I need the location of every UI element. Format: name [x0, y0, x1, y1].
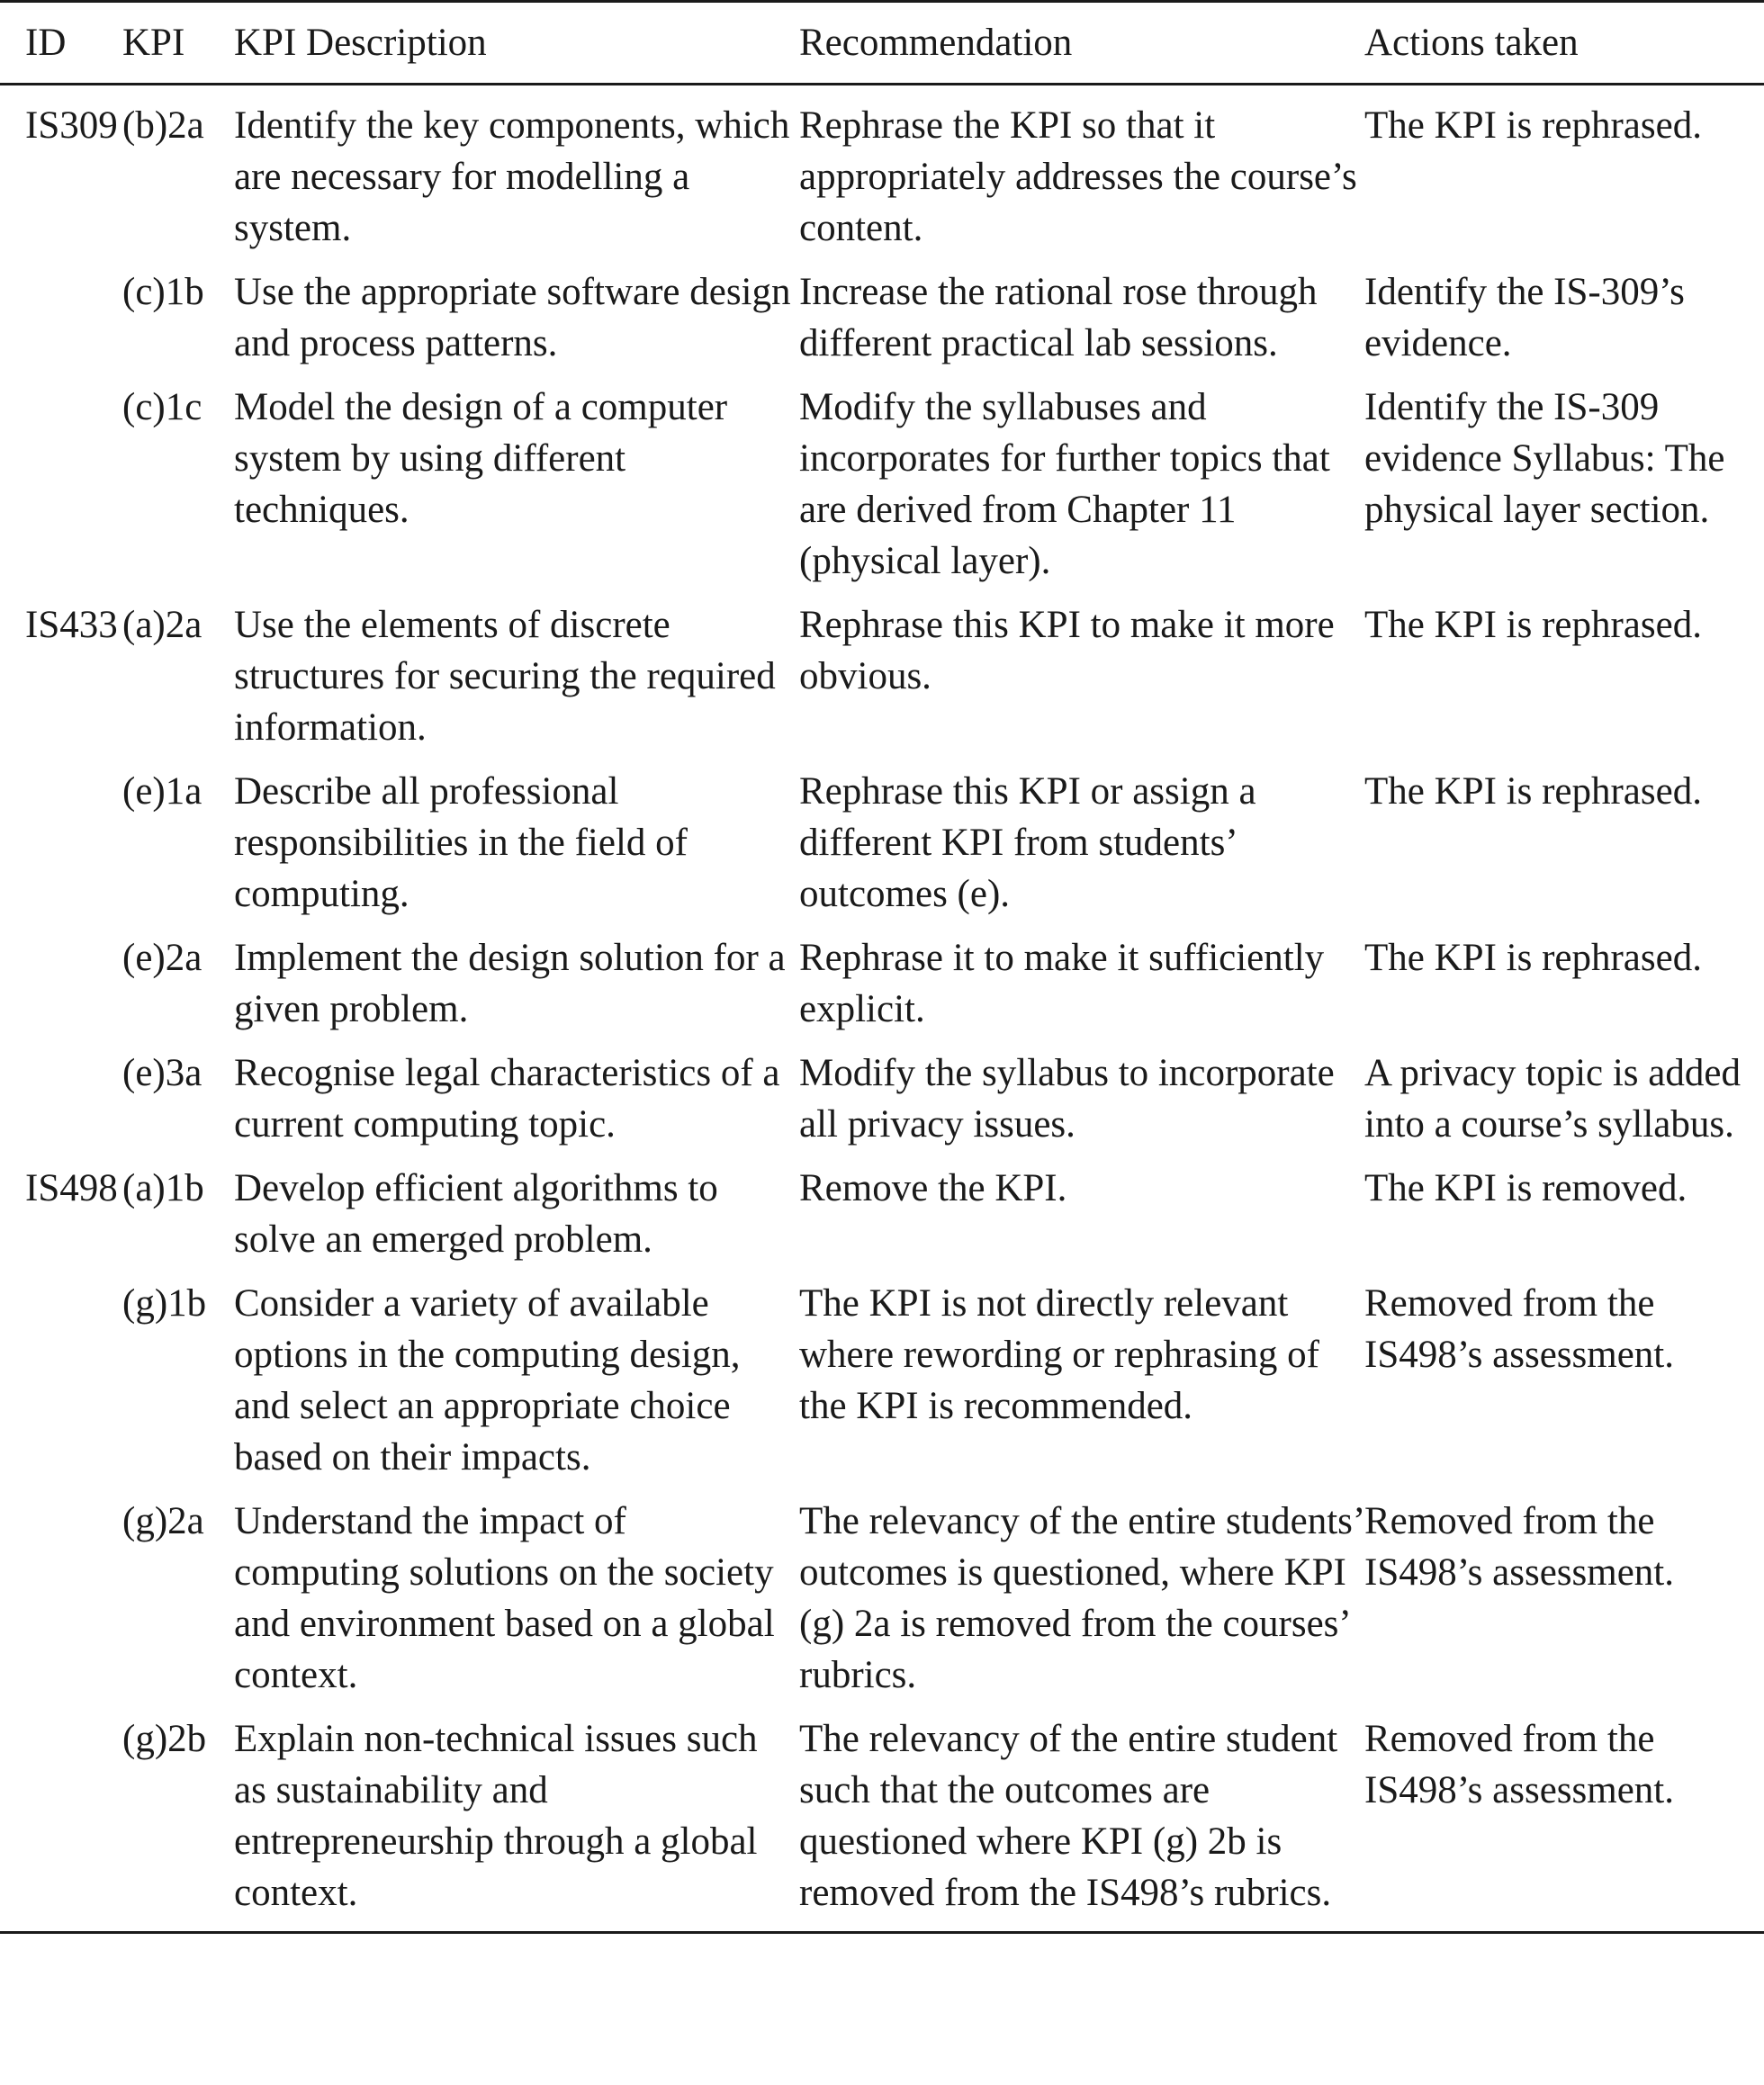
table-row [0, 932, 1764, 1047]
cell-actions-taken: Identify the IS-309 evidence Syllabus: The physical layer section. [1364, 386, 1725, 531]
cell-id [0, 766, 122, 932]
cell-kpi-description: Implement the design solution for a given problem. [234, 937, 786, 1030]
cell-kpi-description: Use the appropriate software design and process patterns. [234, 271, 791, 364]
cell-recommendation: Rephrase the KPI so that it appropriately addresses the course’s content. [799, 104, 1357, 249]
cell-recommendation: The relevancy of the entire student such that the outcomes are questioned where KPI (g) 2b is removed from the IS498’s rubrics. [799, 1718, 1338, 1914]
cell-id [0, 1713, 122, 1933]
table-row [0, 1496, 1764, 1713]
cell-actions-taken: A privacy topic is added into a course’s syllabus. [1364, 1052, 1741, 1146]
cell-recommendation: Rephrase it to make it sufficiently explicit. [799, 937, 1325, 1030]
cell-actions-taken: The KPI is rephrased. [1364, 104, 1702, 147]
cell-id: IS309 [25, 104, 118, 147]
cell-id: IS498 [25, 1167, 118, 1209]
cell-id [0, 932, 122, 1047]
cell-kpi: (c)1c [122, 386, 202, 428]
table-row [0, 85, 1764, 267]
table-header [0, 2, 1764, 85]
cell-kpi-description: Consider a variety of available options in the computing design, and select an appropriate choice based on their impacts. [234, 1282, 741, 1478]
cell-actions-taken: The KPI is removed. [1364, 1167, 1688, 1209]
table-row [0, 1163, 1764, 1278]
cell-actions-taken: The KPI is rephrased. [1364, 770, 1702, 813]
cell-kpi: (g)1b [122, 1282, 207, 1325]
header-kpi-description: KPI Description [234, 22, 487, 64]
cell-id [0, 1047, 122, 1163]
cell-kpi-description: Describe all professional responsibilities in the field of computing. [234, 770, 688, 915]
cell-kpi: (a)1b [122, 1167, 204, 1209]
header-actions-taken: Actions taken [1364, 22, 1579, 64]
cell-kpi: (e)2a [122, 937, 202, 979]
cell-id [0, 1278, 122, 1496]
cell-actions-taken: Removed from the IS498’s assessment. [1364, 1718, 1674, 1811]
cell-recommendation: The relevancy of the entire students’ outcomes is questioned, where KPI (g) 2a is removed from the courses’ rubrics. [799, 1500, 1364, 1696]
table-row [0, 599, 1764, 766]
cell-kpi: (b)2a [122, 104, 204, 147]
cell-id [0, 266, 122, 382]
header-id: ID [25, 22, 67, 64]
cell-recommendation: The KPI is not directly relevant where rewording or rephrasing of the KPI is recommended. [799, 1282, 1319, 1427]
cell-kpi-description: Explain non-technical issues such as sustainability and entrepreneurship through a global context. [234, 1718, 758, 1914]
cell-recommendation: Remove the KPI. [799, 1167, 1067, 1209]
cell-actions-taken: Removed from the IS498’s assessment. [1364, 1500, 1674, 1594]
cell-id: IS433 [25, 604, 118, 646]
cell-recommendation: Modify the syllabuses and incorporates for further topics that are derived from Chapter 11 (physical layer). [799, 386, 1330, 582]
cell-kpi-description: Recognise legal characteristics of a current computing topic. [234, 1052, 780, 1146]
cell-kpi: (e)1a [122, 770, 202, 813]
cell-kpi: (e)3a [122, 1052, 202, 1094]
header-recommendation: Recommendation [799, 22, 1073, 64]
cell-id [0, 1496, 122, 1713]
cell-kpi-description: Develop efficient algorithms to solve an emerged problem. [234, 1167, 718, 1261]
cell-actions-taken: Removed from the IS498’s assessment. [1364, 1282, 1674, 1376]
cell-actions-taken: The KPI is rephrased. [1364, 937, 1702, 979]
cell-recommendation: Rephrase this KPI to make it more obvious. [799, 604, 1335, 697]
table-row [0, 382, 1764, 599]
table-row [0, 1047, 1764, 1163]
cell-actions-taken: The KPI is rephrased. [1364, 604, 1702, 646]
cell-kpi-description: Identify the key components, which are necessary for modelling a system. [234, 104, 790, 249]
cell-kpi: (c)1b [122, 271, 204, 313]
table-row [0, 266, 1764, 382]
cell-kpi-description: Use the elements of discrete structures for securing the required information. [234, 604, 776, 749]
cell-kpi: (g)2a [122, 1500, 204, 1542]
cell-id [0, 382, 122, 599]
cell-actions-taken: Identify the IS-309’s evidence. [1364, 271, 1685, 364]
table-row [0, 1278, 1764, 1496]
cell-kpi-description: Understand the impact of computing solutions on the society and environment based on a global context. [234, 1500, 775, 1696]
table-row [0, 766, 1764, 932]
header-row [0, 2, 1764, 85]
header-kpi: KPI [122, 22, 185, 64]
cell-recommendation: Increase the rational rose through different practical lab sessions. [799, 271, 1318, 364]
cell-kpi-description: Model the design of a computer system by using different techniques. [234, 386, 728, 531]
cell-recommendation: Rephrase this KPI or assign a different KPI from students’ outcomes (e). [799, 770, 1256, 915]
table-row [0, 1713, 1764, 1933]
table-body [0, 85, 1764, 1933]
cell-kpi: (g)2b [122, 1718, 207, 1760]
cell-recommendation: Modify the syllabus to incorporate all privacy issues. [799, 1052, 1335, 1146]
cell-kpi: (a)2a [122, 604, 202, 646]
